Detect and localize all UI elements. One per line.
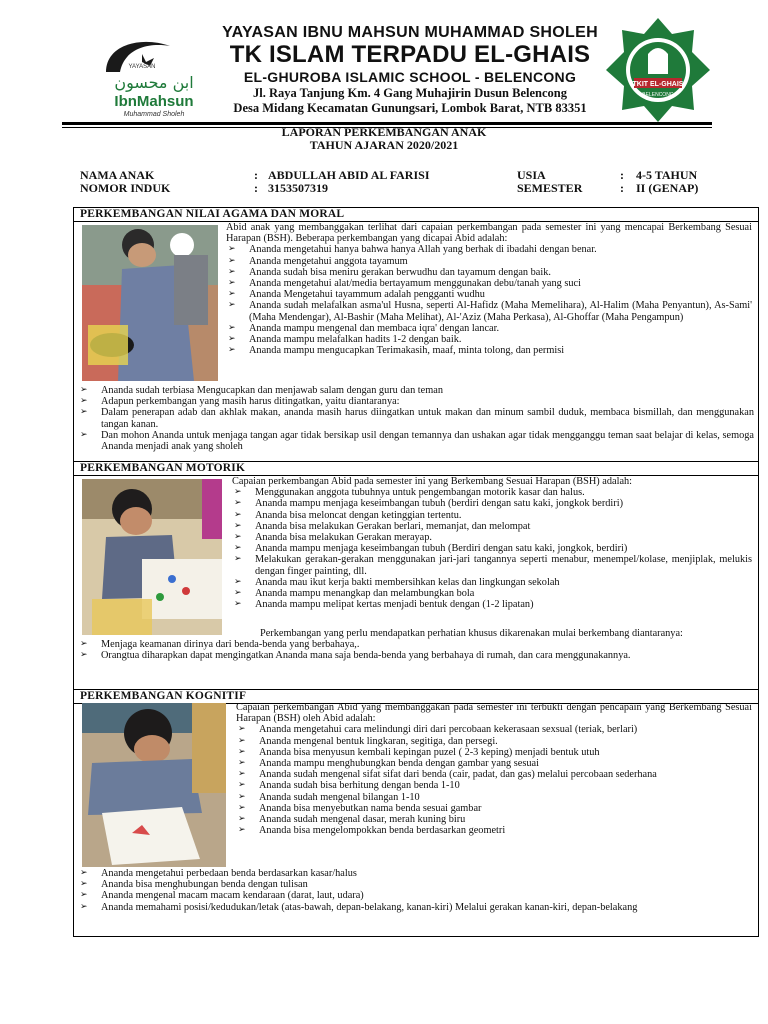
logo-name-text: IbnMahsun: [114, 93, 194, 110]
foundation-name: YAYASAN IBNU MAHSUN MUHAMMAD SHOLEH: [222, 24, 598, 41]
list-item: ➢ Ananda mampu menangkap dan melambungkan bola: [232, 588, 752, 599]
list-item: ➢ Dalam penerapan adab dan akhlak makan, ananda masih harus diingatkan untuk makan dan minum sambil duduk, membaca bismillah, dan menggunakan tangan kanan.: [78, 407, 754, 429]
extra-list: [78, 385, 754, 452]
photo-child-drawing: [82, 703, 226, 867]
ibnmahsun-logo: [84, 32, 214, 124]
logo-right-name: TKIT EL-GHAIS: [632, 81, 684, 88]
section-extra: [78, 628, 754, 662]
id-colon: :: [254, 181, 258, 195]
student-age: 4-5 TAHUN: [636, 168, 698, 182]
school-name: TK ISLAM TERPADU EL-GHAIS: [229, 41, 591, 68]
list-item: ➢ Ananda bisa melakukan Gerakan berlari, memanjat, dan melompat: [232, 521, 752, 532]
list-item: ➢ Ananda bisa menyusun kembali kepingan puzel ( 2-3 keping) menjadi bentuk utuh: [236, 747, 752, 758]
section-note: Perkembangan yang perlu mendapatkan perhatian khusus dikarenakan mulai berkembang diantaranya:: [260, 628, 683, 639]
semester-label: SEMESTER: [517, 181, 583, 195]
list-item: ➢ Ananda sudah mengenal sifat sifat dari benda (cair, padat, dan gas) melalui percobaan sederhana: [236, 769, 752, 780]
achievement-list: [236, 724, 752, 836]
section-intro: Abid anak yang membanggakan terlihat dari capaian perkembangan pada semester ini yang mencapai Berkembang Sesuai Harapan (BSH). Beberapa perkembangan yang dicapai Abid adalah:: [226, 222, 752, 245]
list-item: ➢ Ananda sudah bisa berhitung dengan benda 1-10: [236, 780, 752, 791]
list-item: ➢ Ananda sudah bisa meniru gerakan berwudhu dan tayamum dengan baik.: [226, 267, 752, 278]
section-body: [226, 222, 752, 356]
list-item: ➢ Dan mohon Ananda untuk menjaga tangan agar tidak bersikap usil dengan temannya dan ushakan agar tidak mengganggu teman saat belajar di kelas, semoga Ananda menjadi anak yang sholeh: [78, 430, 754, 452]
student-semester: II (GENAP): [636, 181, 699, 195]
list-item: ➢ Ananda mampu menjaga keseimbangan tubuh (berdiri dengan satu kaki, jongkok berdiri): [232, 498, 752, 509]
list-item: ➢ Ananda mengetahui cara melindungi diri dari percobaan kekerasaan sexsual (teriak, berlari): [236, 724, 752, 735]
student-name: ABDULLAH ABID AL FARISI: [268, 168, 430, 182]
section-intro: Capaian perkembangan Abid pada semester ini yang Berkembang Sesuai Harapan (BSH) adalah:: [232, 476, 633, 487]
student-id: 3153507319: [268, 181, 328, 195]
list-item: ➢ Ananda mengetahui hanya bahwa hanya Allah yang berhak di ibadahi dengan benar.: [226, 244, 752, 255]
list-item: ➢ Ananda Mengetahui tayammum adalah pengganti wudhu: [226, 289, 752, 300]
achievement-list: [232, 487, 752, 610]
list-item: ➢ Ananda mampu melafalkan hadits 1-2 dengan baik.: [226, 334, 752, 345]
section-body: [232, 476, 752, 610]
extra-list: [78, 639, 754, 661]
section-body: [236, 702, 752, 836]
section-title: PERKEMBANGAN MOTORIK: [74, 462, 758, 476]
school-address-line2: Desa Midang Kecamatan Gunungsari, Lombok Barat, NTB 83351: [233, 101, 587, 115]
list-item: ➢ Ananda mengetahui alat/media bertayamum menggunakan debu/tanah yang suci: [226, 278, 752, 289]
list-item: ➢ Ananda mau ikut kerja bakti membersihkan kelas dan lingkungan sekolah: [232, 577, 752, 588]
achievement-list: [226, 244, 752, 356]
name-label: NAMA ANAK: [80, 168, 155, 182]
age-label: USIA: [517, 168, 546, 182]
section-motor: [73, 461, 759, 690]
report-title: LAPORAN PERKEMBANGAN ANAK: [281, 125, 487, 139]
logo-top-text: YAYASAN: [128, 64, 156, 70]
list-item: ➢ Ananda bisa menghubungan benda dengan tulisan: [78, 879, 754, 890]
letterhead: [60, 14, 720, 124]
list-item: ➢ Ananda mampu melipat kertas menjadi bentuk dengan (1-2 lipatan): [232, 599, 752, 610]
name-colon: :: [254, 168, 258, 182]
list-item: ➢ Ananda mengenal macam macam kendaraan (darat, laut, udara): [78, 890, 754, 901]
id-label: NOMOR INDUK: [80, 181, 171, 195]
list-item: ➢ Ananda bisa mengelompokkan benda berdasarkan geometri: [236, 825, 752, 836]
list-item: ➢ Melakukan gerakan-gerakan menggunakan jari-jari tangannya seperti menabur, menempel/kolase, menjiplak, melukis dengan finger painting, dll.: [232, 554, 752, 576]
section-religion-moral: [73, 207, 759, 462]
list-item: ➢ Ananda bisa meloncat dengan ketinggian tertentu.: [232, 510, 752, 521]
logo-sub-text: Muhammad Sholeh: [123, 111, 185, 118]
list-item: ➢ Menjaga keamanan dirinya dari benda-benda yang berbahaya,.: [78, 639, 754, 650]
list-item: ➢ Menggunakan anggota tubuhnya untuk pengembangan motorik kasar dan halus.: [232, 487, 752, 498]
list-item: ➢ Ananda mengetahui anggota tayamum: [226, 256, 752, 267]
logo-right-sub: BELENCONG: [642, 92, 674, 98]
section-cognitive: [73, 689, 759, 937]
age-colon: :: [620, 168, 624, 182]
list-item: ➢ Orangtua diharapkan dapat mengingatkan Ananda mana saja benda-benda yang berbahaya di rumah, dan cara menggunakannya.: [78, 650, 754, 661]
list-item: ➢ Ananda sudah melafalkan asma'ul Husna, seperti Al-Hafidz (Maha Memelihara), Al-Halim (Maha Penyantun), As-Sami' (Maha Mendengar), Al-Bashir (Maha Melihat), Al-'Aziz (Maha Perkasa), Al-Ghoffar (Maha Pengampun): [226, 300, 752, 322]
list-item: ➢ Ananda mampu mengucapkan Terimakasih, maaf, minta tolong, dan permisi: [226, 345, 752, 356]
section-title: PERKEMBANGAN KOGNITIF: [74, 690, 758, 704]
list-item: ➢ Ananda bisa melakukan Gerakan merayap.: [232, 532, 752, 543]
list-item: ➢ Ananda mampu menghubungkan benda dengan gambar yang sesuai: [236, 758, 752, 769]
tkit-elghais-logo: [604, 16, 712, 124]
section-title: PERKEMBANGAN NILAI AGAMA DAN MORAL: [74, 208, 758, 222]
list-item: ➢ Ananda mampu mengenal dan membaca iqra' dengan lancar.: [226, 323, 752, 334]
letterhead-text: [200, 14, 620, 116]
list-item: ➢ Ananda mampu menjaga keseimbangan tubuh (Berdiri dengan satu kaki, jongkok, berdiri): [232, 543, 752, 554]
list-item: ➢ Ananda bisa menyebutkan nama benda sesuai gambar: [236, 803, 752, 814]
extra-list: [78, 868, 754, 913]
section-extra: [78, 385, 754, 452]
section-intro: Capaian perkembangan Abid yang membanggakan pada semester ini terbukti dengan pencapain yang Berkembang Sesuai Harapan (BSH) oleh Abid adalah:: [236, 702, 752, 725]
report-year: TAHUN AJARAN 2020/2021: [309, 138, 459, 152]
list-item: ➢ Ananda sudah mengenal bilangan 1-10: [236, 792, 752, 803]
list-item: ➢ Ananda memahami posisi/kedudukan/letak (atas-bawah, depan-belakang, kanan-kiri) Melalui gerakan kanan-kiri, depan-belakang: [78, 902, 754, 913]
list-item: ➢ Ananda sudah terbiasa Mengucapkan dan menjawab salam dengan guru dan teman: [78, 385, 754, 396]
semester-colon: :: [620, 181, 624, 195]
school-address-line1: Jl. Raya Tanjung Km. 4 Gang Muhajirin Dusun Belencong: [253, 86, 567, 100]
school-name-en: EL-GHUROBA ISLAMIC SCHOOL - BELENCONG: [243, 69, 577, 85]
list-item: ➢ Adapun perkembangan yang masih harus ditingatkan, yaitu diantaranya:: [78, 396, 754, 407]
logo-arabic-text: ابن محسون: [114, 73, 194, 92]
photo-child-praying: [82, 225, 218, 381]
list-item: ➢ Ananda mengenal bentuk lingkaran, segitiga, dan persegi.: [236, 736, 752, 747]
list-item: ➢ Ananda sudah mengenal dasar, merah kuning biru: [236, 814, 752, 825]
section-extra: [78, 868, 754, 913]
photo-child-painting: [82, 479, 222, 635]
list-item: ➢ Ananda mengetahui perbedaan benda berdasarkan kasar/halus: [78, 868, 754, 879]
